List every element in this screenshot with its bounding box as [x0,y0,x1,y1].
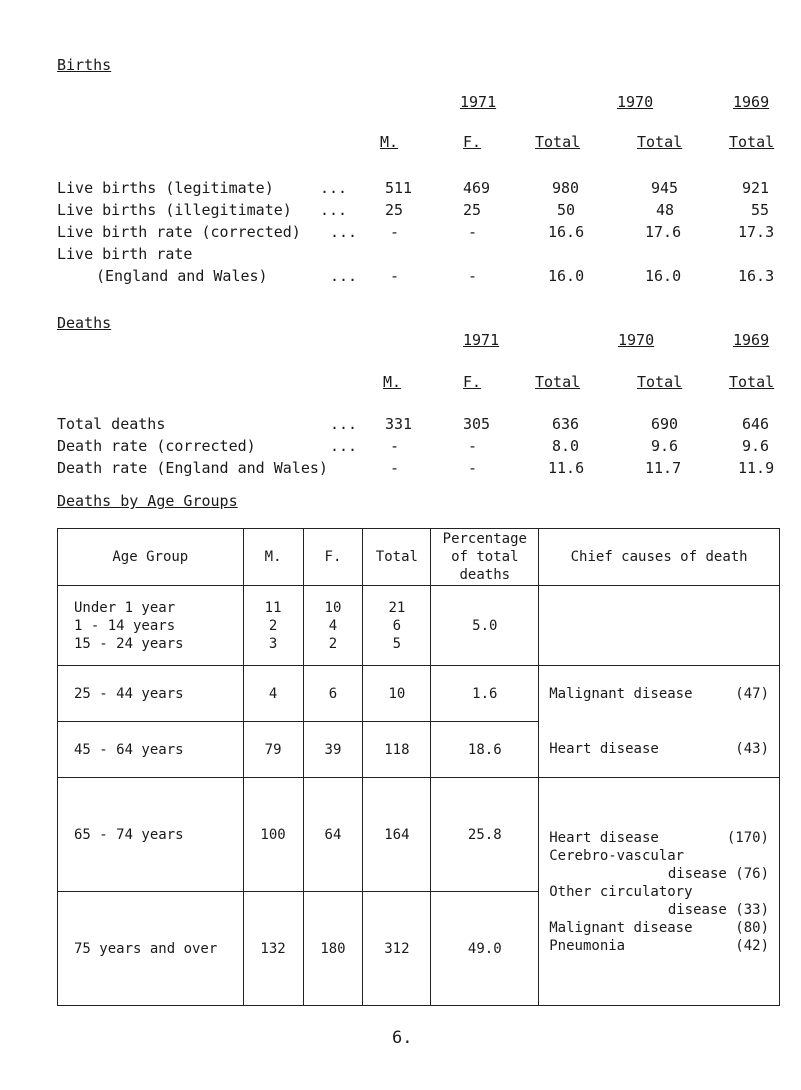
table-row [58,666,780,722]
cause-name: disease [667,901,727,918]
births-row-dots: ... [330,223,358,241]
total-cell: 10 [363,666,431,722]
births-row-label: Live birth rate [57,245,193,263]
deaths-row-dots: ... [330,415,358,433]
header-percentage [431,529,539,586]
deaths-cell: 11.9 [738,459,775,477]
births-col-f: F. [463,133,482,151]
deaths-year-1969: 1969 [733,331,770,349]
age-cell: 45 - 64 years [58,722,244,778]
m-value: 3 [268,635,278,652]
total-value: 21 [388,599,406,616]
births-cell: 50 [557,201,576,219]
cause-name: disease [667,865,727,882]
deaths-col-total-1969: Total [729,373,775,391]
deaths-col-m: M. [383,373,402,391]
header-total: Total [363,529,431,586]
births-cell: 511 [385,179,413,197]
total-cell: 164 [363,778,431,892]
age-cell: 25 - 44 years [58,666,244,722]
f-cell: 39 [303,722,363,778]
cause-name: Cerebro-vascular [549,847,685,864]
f-value: 2 [328,635,338,652]
cause-name: Malignant disease [549,685,693,702]
m-cell: 100 [243,778,303,892]
f-cell: 180 [303,892,363,1006]
cause-count: (43) [735,741,769,758]
header-percentage-line: of total [451,549,519,565]
deaths-cell: - [468,459,478,477]
births-row-dots: ... [330,267,358,285]
causes-cell-older [539,778,780,1006]
births-col-total-1970: Total [637,133,683,151]
cause-name: Pneumonia [549,937,626,954]
births-cell: 16.6 [548,223,585,241]
deaths-row-label: Death rate (corrected) [57,437,256,455]
deaths-cell: - [390,459,400,477]
causes-cell [539,666,780,722]
age-label: Under 1 year [74,599,176,616]
total-cell [363,586,431,666]
births-cell: 16.3 [738,267,775,285]
f-value: 4 [328,617,338,634]
header-chief-causes: Chief causes of death [539,529,780,586]
cause-name: Heart disease [549,829,659,846]
total-cell: 312 [363,892,431,1006]
births-cell: 17.6 [645,223,682,241]
deaths-year-1971: 1971 [463,331,500,349]
births-year-1969: 1969 [733,93,770,111]
f-cell: 6 [303,666,363,722]
deaths-cell: 11.7 [645,459,682,477]
births-year-1971: 1971 [460,93,497,111]
deaths-year-1970: 1970 [618,331,655,349]
causes-cell [539,586,780,666]
f-cell [303,586,363,666]
table-row [58,586,780,666]
births-cell: - [468,267,478,285]
m-cell: 132 [243,892,303,1006]
deaths-row-label: Death rate (England and Wales) [57,459,328,477]
pct-cell: 18.6 [431,722,539,778]
total-value: 5 [392,635,402,652]
m-cell: 79 [243,722,303,778]
m-value: 2 [268,617,278,634]
causes-cell [539,722,780,778]
cause-count: (170) [726,829,769,846]
m-value: 11 [264,599,282,616]
births-cell: - [390,223,400,241]
deaths-cell: 11.6 [548,459,585,477]
births-row-dots: ... [320,201,348,219]
header-m: M. [243,529,303,586]
cause-count: (76) [735,865,769,882]
age-cell: 75 years and over [58,892,244,1006]
births-cell: 469 [463,179,491,197]
cause-count: (80) [735,919,769,936]
births-cell: 16.0 [645,267,682,285]
deaths-cell: 646 [742,415,770,433]
header-age-group: Age Group [58,529,244,586]
births-cell: 945 [651,179,679,197]
deaths-cell: 636 [552,415,580,433]
total-value: 6 [392,617,402,634]
births-cell: 25 [463,201,482,219]
total-cell: 118 [363,722,431,778]
deaths-row-dots: ... [330,437,358,455]
births-cell: 25 [385,201,404,219]
m-cell [243,586,303,666]
age-cell: 65 - 74 years [58,778,244,892]
pct-cell: 5.0 [431,586,539,666]
page-number: 6. [392,1028,413,1048]
births-year-1970: 1970 [617,93,654,111]
header-percentage-line: deaths [459,567,511,583]
births-title: Births [57,56,112,74]
deaths-col-total-1970: Total [637,373,683,391]
births-cell: 48 [656,201,675,219]
age-cell [58,586,244,666]
deaths-row-label: Total deaths [57,415,166,433]
births-col-total-1971: Total [535,133,581,151]
f-cell: 64 [303,778,363,892]
deaths-cell: - [468,437,478,455]
cause-count: (33) [735,901,769,918]
births-col-m: M. [380,133,399,151]
births-cell: 17.3 [738,223,775,241]
births-row-dots: ... [320,179,348,197]
births-col-total-1969: Total [729,133,775,151]
cause-count: (47) [735,685,769,702]
deaths-cell: 690 [651,415,679,433]
births-cell: 55 [751,201,770,219]
deaths-col-total-1971: Total [535,373,581,391]
table-row [58,778,780,892]
f-value: 10 [324,599,342,616]
births-row-label: Live births (illegitimate) [57,201,292,219]
births-cell: - [390,267,400,285]
deaths-col-f: F. [463,373,482,391]
header-percentage-line: Percentage [442,531,527,547]
age-groups-title: Deaths by Age Groups [57,492,238,510]
age-group-table [57,528,780,1006]
header-f: F. [303,529,363,586]
age-label: 15 - 24 years [74,635,184,652]
cause-name: Malignant disease [549,919,693,936]
age-label: 1 - 14 years [74,617,176,634]
table-row [58,722,780,778]
pct-cell: 25.8 [431,778,539,892]
deaths-cell: 9.6 [742,437,770,455]
cause-name: Heart disease [549,741,659,758]
births-cell: 980 [552,179,580,197]
births-row-label-cont: (England and Wales) [96,267,268,285]
deaths-cell: 8.0 [552,437,580,455]
births-row-label: Live birth rate (corrected) [57,223,301,241]
pct-cell: 49.0 [431,892,539,1006]
deaths-cell: 9.6 [651,437,679,455]
deaths-cell: 331 [385,415,413,433]
births-cell: 16.0 [548,267,585,285]
births-cell: - [468,223,478,241]
deaths-cell: - [390,437,400,455]
deaths-title: Deaths [57,314,112,332]
births-row-label: Live births (legitimate) [57,179,274,197]
cause-count: (42) [735,937,769,954]
births-cell: 921 [742,179,770,197]
cause-name: Other circulatory [549,883,693,900]
pct-cell: 1.6 [431,666,539,722]
deaths-cell: 305 [463,415,491,433]
m-cell: 4 [243,666,303,722]
